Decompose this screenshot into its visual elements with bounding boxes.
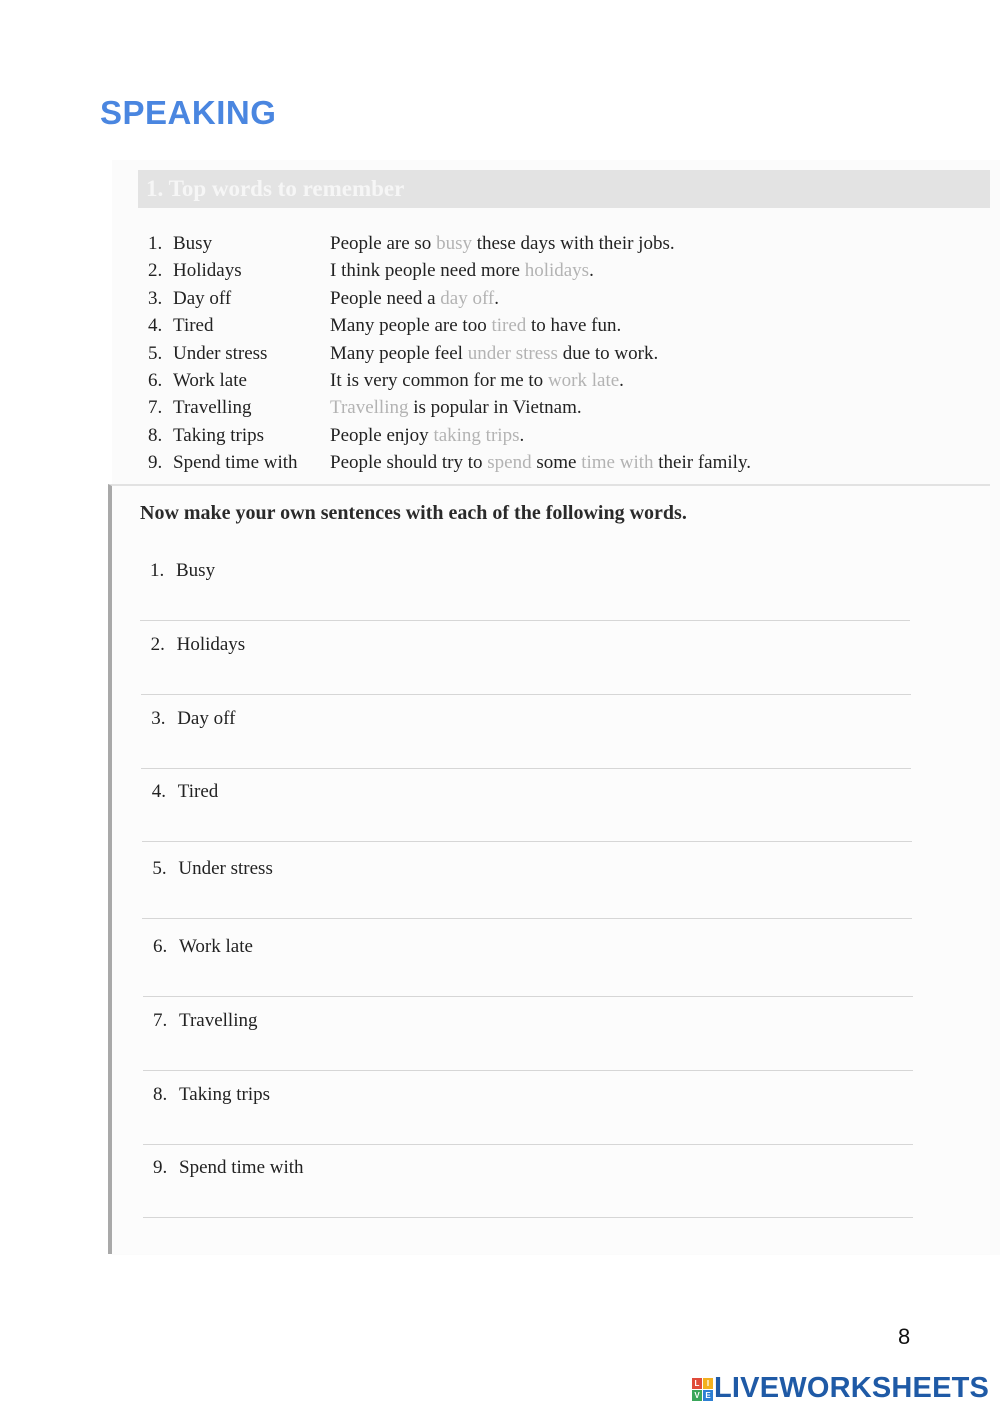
section-title: 1. Top words to remember	[146, 176, 405, 201]
sentence-text: I think people need more	[330, 260, 525, 282]
sentence-text: People should try to	[330, 452, 488, 474]
exercise-prompt	[153, 1155, 304, 1181]
vocabulary-list	[148, 230, 848, 477]
vocab-example-sentence	[330, 312, 621, 339]
vocab-word: Day off	[173, 287, 232, 309]
vocab-row	[148, 449, 848, 476]
exercise-word: Travelling	[179, 1010, 258, 1031]
vocab-example-sentence	[330, 449, 751, 476]
sentence-text: Many people feel	[330, 342, 468, 364]
exercise-item	[151, 706, 911, 766]
vocab-row	[148, 367, 848, 394]
vocab-word: Spend time with	[173, 452, 298, 474]
vocab-example-sentence	[330, 340, 658, 367]
highlighted-keyword: busy	[436, 233, 472, 254]
vocab-example-sentence	[330, 230, 675, 257]
exercise-prompt	[153, 1008, 257, 1034]
answer-line[interactable]	[142, 841, 912, 842]
answer-line[interactable]	[142, 918, 912, 919]
answer-line[interactable]	[143, 1217, 913, 1218]
sentence-text: is popular in Vietnam.	[408, 397, 582, 419]
answer-line[interactable]	[140, 620, 910, 621]
vocab-word: Under stress	[173, 342, 268, 364]
sentence-text: .	[494, 287, 500, 309]
vocab-number: 6.	[148, 369, 163, 391]
exercise-instruction: Now make your own sentences with each of the following words.	[140, 502, 687, 524]
vocab-example-sentence	[330, 367, 624, 394]
logo-tile: L	[692, 1378, 702, 1389]
exercise-word: Holidays	[176, 634, 246, 655]
vocab-row	[148, 285, 848, 312]
sentence-text: People are so	[330, 233, 437, 254]
vocab-row	[148, 257, 848, 284]
sentence-text: .	[519, 424, 525, 446]
vocab-number: 4.	[148, 315, 163, 337]
brand-name: LIVEWORKSHEETS	[714, 1372, 990, 1404]
sentence-text: to have fun.	[526, 315, 622, 337]
highlighted-keyword: holidays	[524, 260, 590, 282]
sentence-text: .	[619, 369, 624, 391]
vocab-row	[148, 422, 848, 449]
exercise-prompt	[152, 856, 272, 882]
brand-logo	[692, 1372, 989, 1405]
vocab-number: 3.	[148, 287, 163, 309]
exercise-prompt	[151, 632, 246, 658]
highlighted-keyword: Travelling	[330, 397, 409, 419]
highlighted-keyword: spend	[487, 452, 532, 474]
vocab-row	[148, 394, 848, 421]
exercise-number: 6.	[153, 936, 168, 957]
exercise-word: Day off	[177, 708, 236, 729]
vocab-row	[148, 340, 848, 367]
vocab-number: 1.	[148, 233, 163, 254]
sentence-text: .	[589, 260, 594, 282]
answer-line[interactable]	[143, 1070, 913, 1071]
exercise-item	[153, 1082, 913, 1142]
vocab-example-sentence	[330, 257, 594, 284]
sentence-text: It is very common for me to	[330, 369, 548, 391]
sentence-text: these days with their jobs.	[471, 233, 675, 254]
vocab-word: Work late	[173, 369, 247, 391]
answer-line[interactable]	[143, 1144, 913, 1145]
exercise-item	[151, 632, 911, 692]
exercise-item	[152, 856, 912, 916]
vocab-number: 8.	[148, 424, 163, 446]
sentence-text: People need a	[330, 287, 441, 309]
exercise-prompt	[153, 1082, 270, 1108]
highlighted-keyword: day off	[440, 287, 495, 309]
sentence-text: People enjoy	[330, 424, 434, 446]
vocab-word: Tired	[173, 315, 214, 337]
exercise-word: Under stress	[178, 858, 273, 879]
exercise-prompt	[151, 706, 235, 732]
exercise-number: 4.	[151, 781, 167, 802]
sentence-text: some	[531, 452, 582, 474]
vocab-word: Travelling	[173, 397, 252, 419]
exercise-item	[153, 1008, 913, 1068]
logo-tile: I	[703, 1378, 713, 1389]
vocab-example-sentence	[330, 285, 499, 312]
sentence-text: Many people are too	[330, 315, 492, 337]
sentence-text: due to work.	[557, 342, 659, 364]
highlighted-keyword: under stress	[467, 342, 558, 364]
liveworksheets-logo-icon	[692, 1378, 712, 1400]
exercise-prompt	[153, 934, 253, 960]
vocab-word: Taking trips	[173, 424, 265, 446]
exercise-number: 5.	[152, 858, 167, 879]
answer-line[interactable]	[141, 694, 911, 695]
vocab-row	[148, 312, 848, 339]
vocab-number: 2.	[148, 260, 163, 282]
page-heading: SPEAKING	[100, 94, 277, 131]
exercise-number: 1.	[150, 560, 165, 581]
section-header-bar	[138, 170, 990, 208]
vocab-row	[148, 230, 848, 257]
exercise-prompt	[152, 779, 218, 805]
exercise-prompt	[150, 558, 215, 584]
vocab-number: 9.	[148, 452, 163, 474]
exercise-word: Work late	[179, 936, 253, 957]
exercise-number: 8.	[153, 1084, 168, 1105]
highlighted-keyword: taking trips	[433, 424, 520, 446]
highlighted-keyword: work late	[547, 369, 620, 391]
vocab-word: Holidays	[173, 260, 242, 282]
answer-line[interactable]	[143, 996, 913, 997]
exercise-number: 2.	[150, 634, 165, 655]
exercise-word: Tired	[177, 781, 219, 802]
answer-line[interactable]	[141, 768, 911, 769]
highlighted-keyword: tired	[491, 315, 527, 337]
logo-tile: V	[692, 1390, 702, 1401]
exercise-number: 9.	[153, 1157, 168, 1178]
sentence-text: their family.	[653, 452, 751, 474]
exercise-word: Spend time with	[179, 1157, 304, 1178]
exercise-item	[153, 934, 913, 994]
highlighted-keyword: time with	[581, 452, 654, 474]
vocab-example-sentence	[330, 394, 582, 421]
exercise-word: Taking trips	[179, 1084, 271, 1105]
exercise-word: Busy	[176, 560, 216, 581]
vocab-number: 7.	[148, 397, 163, 419]
exercise-item	[153, 1155, 913, 1215]
exercise-item	[150, 558, 910, 618]
vocab-number: 5.	[148, 342, 163, 364]
exercise-number: 7.	[153, 1010, 168, 1031]
logo-tile: E	[703, 1390, 713, 1401]
exercise-item	[152, 779, 912, 839]
page-number: 8	[898, 1324, 911, 1349]
vocab-word: Busy	[173, 233, 213, 254]
vocab-example-sentence	[330, 422, 524, 449]
exercise-number: 3.	[151, 708, 166, 729]
